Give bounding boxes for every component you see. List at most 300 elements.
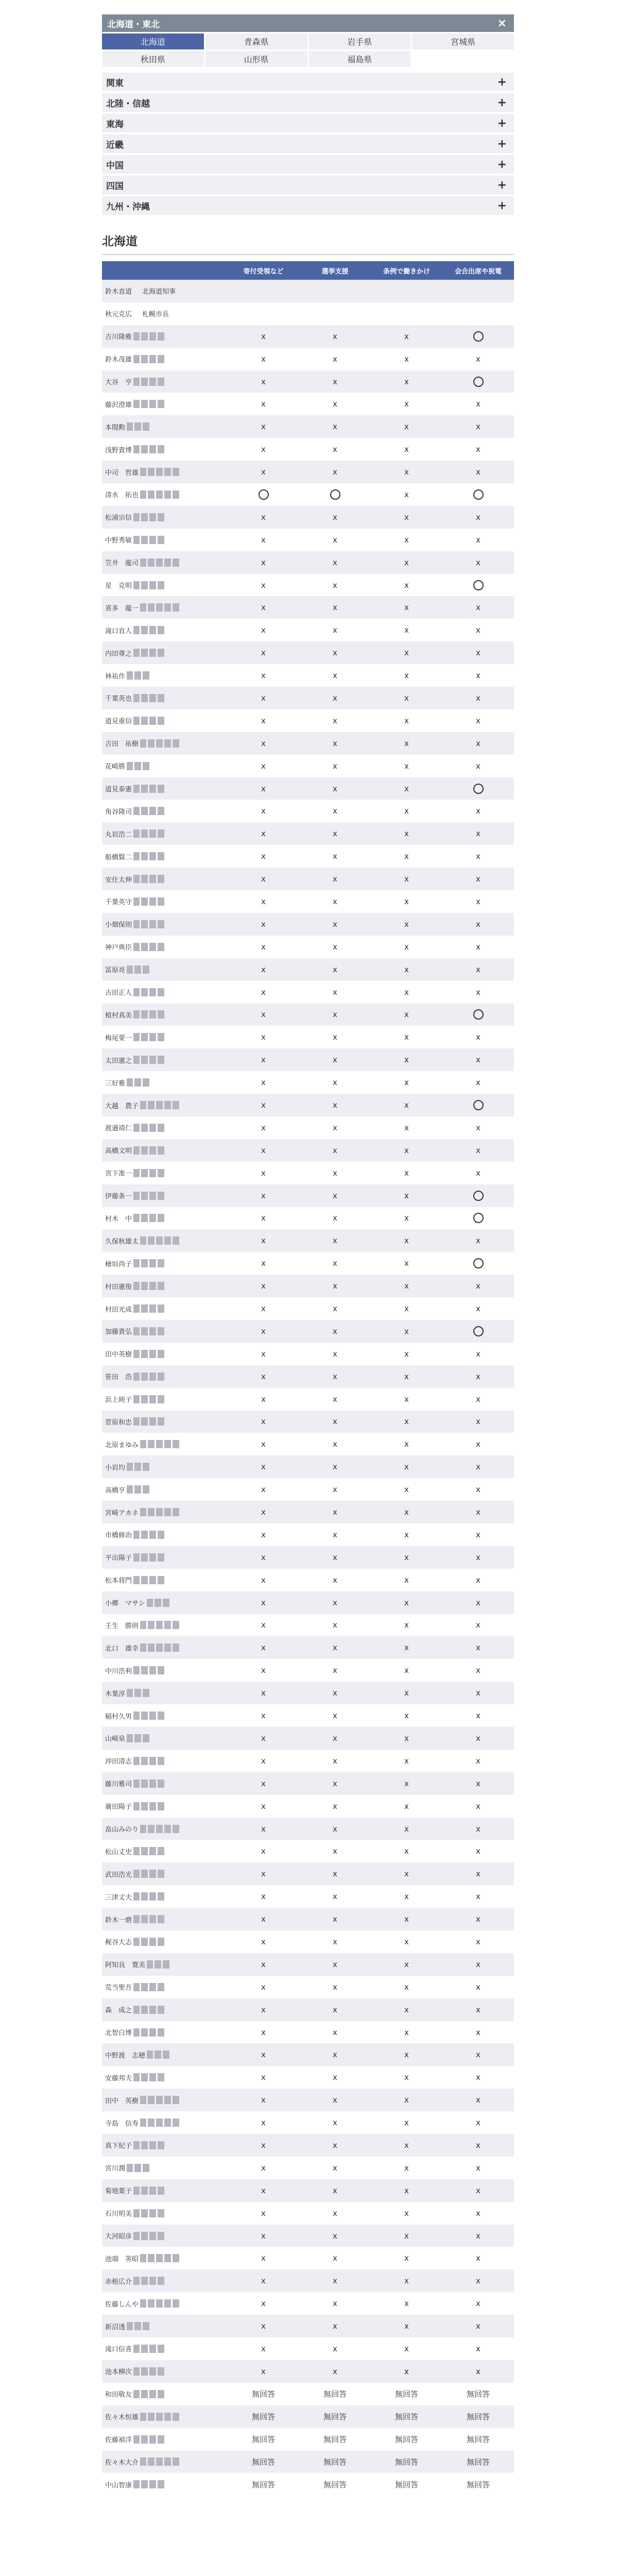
- politician-cell: [102, 377, 228, 386]
- redacted-mark: [133, 1282, 140, 1290]
- politician-cell: [102, 964, 228, 974]
- prefecture-tab[interactable]: 岩手県: [309, 33, 411, 49]
- politician-cell: [102, 354, 228, 364]
- redacted-mark: [134, 1734, 141, 1742]
- table-row: [102, 1862, 514, 1885]
- table-row: [102, 1772, 514, 1795]
- politician-cell: [102, 2095, 228, 2105]
- ordinance-value: x: [404, 557, 409, 567]
- redacted-mark: [134, 2164, 141, 2172]
- politician-name: 檜垣尚子: [105, 1260, 132, 1268]
- politician-cell: [102, 557, 228, 567]
- redacted-mark: [173, 468, 179, 476]
- circle-icon: [330, 489, 340, 500]
- table-row: [102, 2451, 514, 2473]
- meeting-circle-icon: [442, 580, 514, 590]
- redacted-mark: [148, 1508, 154, 1516]
- election-value: x: [333, 987, 337, 997]
- redacted-mark: [149, 1553, 156, 1562]
- politician-name: 佐々木大介: [105, 2459, 139, 2467]
- redacted-mark: [156, 739, 163, 748]
- redacted-mark: [133, 1938, 140, 1946]
- meeting-value: x: [476, 2231, 480, 2241]
- redacted-mark: [156, 1825, 163, 1833]
- redacted-mark: [164, 603, 171, 612]
- election-value: x: [333, 1349, 337, 1359]
- circle-icon: [473, 1326, 484, 1336]
- politician-cell: [102, 1055, 228, 1065]
- politician-name: 小岩均: [105, 1464, 126, 1472]
- politician-cell: [102, 2073, 228, 2082]
- redacted-mark: [158, 1847, 164, 1855]
- redacted-mark: [158, 1056, 164, 1064]
- election-value: x: [333, 648, 337, 658]
- prefecture-tab[interactable]: 福島県: [309, 51, 411, 67]
- redacted-mark: [133, 1983, 140, 1991]
- politician-name: 佐藤しんや: [105, 2300, 139, 2309]
- ordinance-value: x: [404, 354, 409, 364]
- election-value: x: [333, 512, 337, 522]
- redacted-mark: [149, 1259, 156, 1267]
- redacted-mark: [173, 1101, 179, 1109]
- redacted-mark: [149, 1711, 156, 1720]
- redacted-mark: [127, 1078, 133, 1087]
- table-header: [102, 261, 514, 280]
- table-row: [102, 1930, 514, 1953]
- politician-cell: [102, 2321, 228, 2331]
- ordinance-value: x: [404, 467, 409, 477]
- election-value: x: [333, 1123, 337, 1132]
- meeting-value: x: [476, 1846, 480, 1856]
- meeting-value: x: [476, 1778, 480, 1788]
- prefecture-tab[interactable]: 山形県: [205, 51, 307, 67]
- circle-icon: [473, 1009, 484, 1020]
- redacted-mark: [133, 694, 140, 702]
- redacted-mark: [143, 1463, 149, 1471]
- redacted-mark: [141, 2277, 148, 2285]
- donation-value: x: [261, 1666, 266, 1675]
- table-row: [102, 1094, 514, 1116]
- table-row: [102, 1591, 514, 1614]
- politician-cell: [102, 1462, 228, 1472]
- politician-name: 古田正人: [105, 989, 132, 997]
- redacted-mark: [141, 1056, 148, 1064]
- redacted-mark: [133, 1892, 140, 1901]
- redacted-mark: [127, 422, 133, 431]
- redacted-mark: [133, 2232, 140, 2240]
- redacted-mark: [173, 739, 179, 748]
- politician-name: 笠井 龍司: [105, 560, 139, 568]
- redacted-mark: [149, 581, 156, 589]
- election-value: x: [333, 874, 337, 884]
- redacted-mark: [141, 920, 148, 928]
- politician-name: 喜多 龍一: [105, 604, 139, 613]
- politician-name: 冨原亮: [105, 967, 126, 975]
- politician-cell: [102, 2434, 228, 2444]
- redacted-mark: [141, 581, 148, 589]
- redacted-mark: [148, 1440, 154, 1448]
- ordinance-value: x: [404, 1123, 409, 1132]
- ordinance-value: x: [404, 489, 409, 499]
- donation-value: x: [261, 1055, 266, 1065]
- redacted-mark: [133, 1576, 140, 1584]
- redacted-mark: [133, 355, 140, 363]
- redacted-mark: [158, 1576, 164, 1584]
- region-label: 中国: [106, 160, 124, 171]
- redacted-mark: [149, 649, 156, 657]
- redacted-mark: [158, 943, 164, 951]
- redacted-mark: [173, 1621, 179, 1629]
- redacted-mark: [158, 2006, 164, 2014]
- donation-value: x: [261, 942, 266, 952]
- circle-icon: [473, 580, 484, 590]
- donation-value: x: [261, 919, 266, 929]
- redacted-mark: [149, 1010, 156, 1019]
- donation-value: x: [261, 1846, 266, 1856]
- redacted-mark: [143, 1734, 149, 1742]
- ordinance-value: x: [404, 1733, 409, 1743]
- donation-value: x: [261, 603, 266, 613]
- table-row: [102, 1455, 514, 1478]
- table-row: [102, 1048, 514, 1071]
- redacted-mark: [140, 2096, 146, 2104]
- table-row: [102, 1750, 514, 1772]
- redacted-mark: [133, 2345, 140, 2353]
- election-value: x: [333, 1168, 337, 1178]
- redacted-mark: [141, 694, 148, 702]
- redacted-mark: [158, 649, 164, 657]
- table-row: [102, 1297, 514, 1320]
- donation-value: x: [261, 874, 266, 884]
- redacted-mark: [133, 1711, 140, 1720]
- ordinance-value: x: [404, 896, 409, 906]
- redacted-mark: [154, 1960, 161, 1969]
- table-row: [102, 2405, 514, 2428]
- redacted-mark: [148, 2413, 154, 2421]
- redacted-mark: [148, 1621, 154, 1629]
- politician-name: 清水 拓也: [105, 492, 139, 500]
- donation-value: x: [261, 1711, 266, 1721]
- prefecture-tab[interactable]: 宮城県: [412, 33, 514, 49]
- redacted-mark: [149, 717, 156, 725]
- redacted-mark: [149, 1870, 156, 1878]
- redacted-mark: [158, 626, 164, 634]
- expand-plus-icon[interactable]: +: [497, 199, 507, 212]
- region-accordion-item[interactable]: [102, 134, 514, 153]
- redacted-mark: [133, 875, 140, 883]
- politician-cell: [102, 919, 228, 929]
- table-row: [102, 551, 514, 574]
- politician-name: 山崎泉: [105, 1735, 126, 1743]
- redacted-mark: [158, 1033, 164, 1041]
- table-row: [102, 1908, 514, 1930]
- redacted-mark: [141, 1350, 148, 1358]
- donation-value: x: [261, 716, 266, 725]
- politician-name: 池本柳次: [105, 2368, 132, 2377]
- election-value: 無回答: [323, 2389, 347, 2399]
- election-value: x: [333, 1552, 337, 1562]
- redacted-mark: [134, 422, 141, 431]
- redacted-mark: [141, 1780, 148, 1788]
- donation-value: 無回答: [251, 2457, 275, 2467]
- redacted-mark: [140, 1825, 146, 1833]
- redacted-mark: [141, 1124, 148, 1132]
- redacted-mark: [133, 1802, 140, 1810]
- redacted-mark: [173, 2096, 179, 2104]
- politician-name: 畠山みのり: [105, 1826, 139, 1834]
- redacted-mark: [158, 1666, 164, 1674]
- region-list: [102, 73, 514, 215]
- redacted-mark: [173, 1508, 179, 1516]
- expand-plus-icon[interactable]: +: [497, 178, 507, 192]
- prefecture-tab[interactable]: 青森県: [205, 33, 307, 49]
- politician-name: 小郷 マサシ: [105, 1600, 145, 1608]
- ordinance-value: x: [404, 1801, 409, 1811]
- table-row: [102, 415, 514, 438]
- prefecture-tab[interactable]: 北海道: [102, 33, 204, 49]
- politician-name: 和田敬友: [105, 2391, 132, 2399]
- election-value: x: [333, 2253, 337, 2263]
- redacted-mark: [133, 649, 140, 657]
- redacted-mark: [141, 1576, 148, 1584]
- expand-plus-icon[interactable]: +: [497, 75, 507, 89]
- donation-value: x: [261, 2095, 266, 2105]
- redacted-mark: [133, 1304, 140, 1313]
- redacted-mark: [156, 1440, 163, 1448]
- redacted-mark: [141, 1983, 148, 1991]
- expand-plus-icon[interactable]: +: [497, 137, 507, 150]
- donation-circle-icon: [228, 489, 299, 500]
- politician-name: 藤沢澄雄: [105, 401, 132, 409]
- redacted-mark: [149, 626, 156, 634]
- redacted-mark: [149, 1417, 156, 1426]
- redacted-mark: [158, 1938, 164, 1946]
- politician-cell: [102, 2299, 228, 2309]
- donation-value: x: [261, 2366, 266, 2376]
- politician-cell: [102, 1801, 228, 1811]
- election-value: x: [333, 377, 337, 386]
- redacted-mark: [141, 2073, 148, 2081]
- donation-value: x: [261, 1078, 266, 1088]
- politician-name: 宮川潤: [105, 2165, 126, 2173]
- redacted-mark: [156, 490, 163, 499]
- election-value: x: [333, 2321, 337, 2331]
- donation-value: x: [261, 399, 266, 409]
- redacted-mark: [141, 1259, 148, 1267]
- politician-cell: [102, 1304, 228, 1314]
- redacted-mark: [164, 558, 171, 567]
- donation-value: x: [261, 1168, 266, 1178]
- redacted-mark: [141, 513, 148, 521]
- politician-cell: [102, 1620, 228, 1630]
- ordinance-value: x: [404, 1982, 409, 1992]
- meeting-value: x: [476, 1123, 480, 1132]
- redacted-mark: [164, 2458, 171, 2466]
- table-row: [102, 936, 514, 958]
- donation-value: 無回答: [251, 2435, 275, 2445]
- donation-value: x: [261, 1100, 266, 1110]
- donation-value: x: [261, 761, 266, 771]
- redacted-mark: [149, 1531, 156, 1539]
- ordinance-value: x: [404, 1191, 409, 1200]
- meeting-value: 無回答: [466, 2457, 490, 2467]
- redacted-mark: [158, 513, 164, 521]
- redacted-mark: [141, 2232, 148, 2240]
- donation-value: x: [261, 693, 266, 703]
- ordinance-value: x: [404, 1168, 409, 1178]
- redacted-mark: [149, 1802, 156, 1810]
- election-value: x: [333, 2163, 337, 2173]
- redacted-mark: [158, 1892, 164, 1901]
- meeting-value: x: [476, 1892, 480, 1902]
- table-row: [102, 348, 514, 370]
- donation-value: x: [261, 1281, 266, 1291]
- redacted-mark: [149, 1124, 156, 1132]
- redacted-mark: [158, 581, 164, 589]
- redacted-mark: [141, 1531, 148, 1539]
- redacted-mark: [149, 1915, 156, 1923]
- redacted-mark: [127, 1689, 133, 1697]
- redacted-mark: [133, 852, 140, 860]
- election-value: x: [333, 1462, 337, 1472]
- redacted-mark: [141, 1327, 148, 1335]
- redacted-mark: [164, 490, 171, 499]
- redacted-mark: [173, 1440, 179, 1448]
- header-name-col: [102, 261, 228, 280]
- redacted-mark: [173, 2299, 179, 2308]
- politician-name: 壬生 勝則: [105, 1622, 139, 1630]
- table-row: [102, 2111, 514, 2134]
- ordinance-value: x: [404, 2095, 409, 2105]
- meeting-value: x: [476, 1145, 480, 1155]
- redacted-mark: [133, 2073, 140, 2081]
- table-row: [102, 1320, 514, 1343]
- redacted-mark: [164, 739, 171, 748]
- region-accordion-item[interactable]: [102, 93, 514, 112]
- ordinance-value: x: [404, 399, 409, 409]
- table-row: [102, 709, 514, 732]
- table-row: [102, 506, 514, 529]
- redacted-mark: [133, 1033, 140, 1041]
- donation-value: x: [261, 445, 266, 454]
- donation-value: x: [261, 1688, 266, 1698]
- redacted-mark: [148, 2254, 154, 2262]
- election-value: x: [333, 1688, 337, 1698]
- redacted-mark: [133, 2480, 140, 2488]
- region-accordion-item[interactable]: [102, 176, 514, 194]
- redacted-mark: [127, 671, 133, 680]
- redacted-mark: [133, 1259, 140, 1267]
- expand-plus-icon[interactable]: +: [497, 116, 507, 130]
- meeting-value: 無回答: [466, 2389, 490, 2399]
- election-value: 無回答: [323, 2435, 347, 2445]
- politician-cell: [102, 580, 228, 590]
- ordinance-value: x: [404, 784, 409, 793]
- politician-cell: [102, 942, 228, 952]
- meeting-value: x: [476, 2027, 480, 2037]
- redacted-mark: [133, 717, 140, 725]
- expand-plus-icon[interactable]: +: [497, 158, 507, 171]
- table-row: [102, 574, 514, 597]
- meeting-value: x: [476, 1439, 480, 1449]
- donation-value: x: [261, 1123, 266, 1132]
- table-row: [102, 2383, 514, 2405]
- prefecture-tab[interactable]: 秋田県: [102, 51, 204, 67]
- meeting-value: x: [476, 1417, 480, 1427]
- redacted-mark: [149, 2345, 156, 2353]
- election-circle-icon: [299, 489, 371, 500]
- donation-value: x: [261, 1824, 266, 1834]
- expand-plus-icon[interactable]: +: [497, 96, 507, 109]
- redacted-mark: [140, 2254, 146, 2262]
- region-accordion-item[interactable]: [102, 196, 514, 215]
- ordinance-value: x: [404, 1055, 409, 1065]
- redacted-mark: [154, 2050, 161, 2059]
- politician-cell: [102, 1236, 228, 1246]
- meeting-value: 無回答: [466, 2480, 490, 2489]
- redacted-mark: [141, 852, 148, 860]
- meeting-value: x: [476, 852, 480, 861]
- meeting-value: x: [476, 2253, 480, 2263]
- table-row: [102, 483, 514, 506]
- donation-value: x: [261, 1349, 266, 1359]
- election-value: x: [333, 1711, 337, 1721]
- redacted-mark: [158, 717, 164, 725]
- meeting-value: 無回答: [466, 2412, 490, 2422]
- table-row: [102, 1411, 514, 1433]
- redacted-mark: [147, 1960, 153, 1969]
- meeting-value: x: [476, 806, 480, 816]
- redacted-mark: [158, 1802, 164, 1810]
- redacted-mark: [158, 875, 164, 883]
- redacted-mark: [149, 920, 156, 928]
- redacted-mark: [141, 875, 148, 883]
- table-row: [102, 2247, 514, 2269]
- region-accordion-item[interactable]: [102, 73, 514, 91]
- politician-cell: [102, 716, 228, 725]
- redacted-mark: [127, 2322, 133, 2330]
- politician-cell: [102, 1869, 228, 1879]
- region-accordion-item[interactable]: [102, 114, 514, 132]
- redacted-mark: [133, 2367, 140, 2376]
- redacted-mark: [173, 558, 179, 567]
- politician-cell: [102, 1959, 228, 1969]
- redacted-mark: [158, 536, 164, 544]
- redacted-mark: [143, 2164, 149, 2172]
- redacted-mark: [164, 1621, 171, 1629]
- meeting-value: x: [476, 1530, 480, 1539]
- politician-name: 北口 雄幸: [105, 1645, 139, 1653]
- region-accordion-item[interactable]: [102, 155, 514, 174]
- redacted-mark: [141, 1033, 148, 1041]
- election-value: 無回答: [323, 2457, 347, 2467]
- meeting-value: x: [476, 354, 480, 364]
- donation-value: x: [261, 1417, 266, 1427]
- election-value: x: [333, 1892, 337, 1902]
- election-value: x: [333, 2299, 337, 2309]
- election-value: x: [333, 1417, 337, 1427]
- table-row: [102, 2021, 514, 2044]
- donation-value: x: [261, 1733, 266, 1743]
- close-icon[interactable]: ×: [497, 16, 507, 30]
- politician-cell: [102, 2185, 228, 2195]
- redacted-mark: [141, 1169, 148, 1177]
- redacted-mark: [158, 2141, 164, 2149]
- redacted-mark: [141, 1372, 148, 1381]
- donation-value: x: [261, 1439, 266, 1449]
- table-row: [102, 2202, 514, 2225]
- election-value: x: [333, 784, 337, 793]
